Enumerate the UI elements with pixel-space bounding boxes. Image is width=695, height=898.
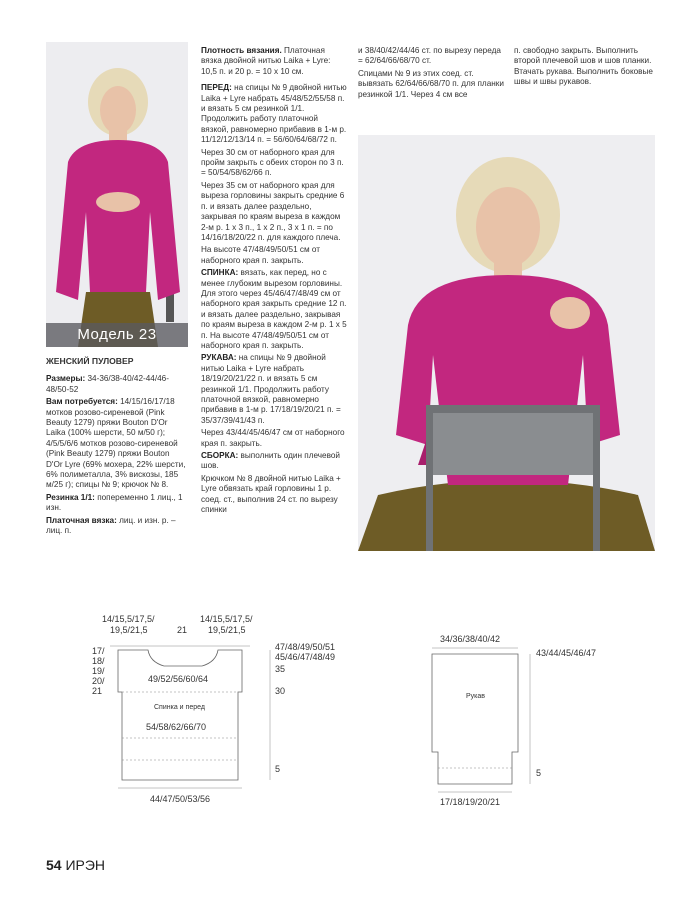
sleeve-top-measure: 34/36/38/40/42 — [440, 634, 501, 644]
sleeve-rib-measure: 5 — [536, 768, 542, 778]
right-measure-35: 35 — [275, 664, 286, 674]
sleeve-outline — [432, 654, 518, 784]
right-measure-5: 5 — [275, 764, 281, 774]
front-paragraph-3: Через 35 см от наборного края для выреза горловины закрыть средние 6 п. и вязать далее раздельно, закрывая по краям выреза в каждом 2-м р. 1 х 3 п., 1 х 2 п., 3 х 1 п. = по 14/16/18/20/22 п. для каждого плеча. — [201, 180, 345, 242]
magazine-name: ИРЭН — [65, 857, 106, 873]
model-photo-large — [358, 135, 655, 551]
top-right-measure-2: 19,5/21,5 — [208, 625, 246, 635]
front-text: на спицы № 9 двойной нитью Laika + Lyre набрать 45/48/52/55/58 п. и вязать 5 см резинкой 1/1. Продолжить работу платочной вязкой, равномерно прибавив в 1-м р. 11/12/12/13/14 п. = 56/60/64/68/72 п. — [201, 83, 347, 145]
sizes-text: 34-36/38-40/42-44/46-48/50-52 — [46, 374, 169, 394]
rib-label: Резинка 1/1: — [46, 492, 95, 502]
body-outline — [118, 650, 242, 780]
sleeves-label: РУКАВА: — [201, 353, 237, 363]
page-number: 54 — [46, 857, 62, 873]
col3-paragraph-1: и 38/40/42/44/46 ст. по вырезу переда = 62/64/66/68/70 ст. — [358, 46, 501, 66]
sleeves-paragraph-2: Через 43/44/45/46/47 см от наборного края п. закрыть. — [201, 428, 345, 448]
top-left-measure: 14/15,5/17,5/ — [102, 614, 155, 624]
side-measure-2: 18/ — [92, 656, 105, 666]
side-measure-3: 19/ — [92, 666, 105, 676]
article-title: ЖЕНСКИЙ ПУЛОВЕР — [46, 356, 134, 366]
text-column-4 — [514, 46, 656, 90]
density-label: Плотность вязания. — [201, 46, 282, 55]
sleeve-piece-label: Рукав — [466, 693, 485, 700]
sleeves-text: на спицы № 9 двойной нитью Laika + Lyre набрать 18/19/20/21/22 п. и вязать 5 см резинкой 1/1. Продолжить работу платочной вязкой, равномерно прибавив в 1-м р. 17/18/19/20/21 п. = 35/37/39/41/43 п. — [201, 353, 341, 425]
side-measure-5: 21 — [92, 686, 103, 696]
assembly-paragraph-2: Крючком № 8 двойной нитью Laika + Lyre обвязать край горловины 1 р. соед. ст., выполнив 24 ст. по вырезу спинки — [201, 473, 341, 515]
sleeve-length-measure: 43/44/45/46/47 — [536, 648, 597, 658]
density-text: Платочная вязка двойной нитью Laika + Lyre: 10,5 п. и 20 р. = 10 х 10 см. — [201, 46, 331, 76]
garter-text: лиц. и изн. р. – лиц. п. — [46, 515, 176, 536]
sizes-label: Размеры: — [46, 374, 86, 384]
rib-text: попеременно 1 лиц., 1 изн. — [46, 492, 183, 513]
back-label: СПИНКА: — [201, 268, 239, 278]
body-piece-label: Спинка и перед — [154, 704, 205, 711]
garter-label: Платочная вязка: — [46, 515, 117, 525]
assembly-text: выполнить один плечевой шов. — [201, 451, 340, 471]
model-photo-small — [46, 42, 188, 347]
front-label: ПЕРЕД: — [201, 83, 232, 93]
body-schema-diagram — [80, 610, 360, 810]
col3-paragraph-2: Спицами № 9 из этих соед. ст. вывязать 62/64/66/68/70 п. для планки резинкой 1/1. Через 4 см все — [358, 68, 504, 99]
materials-text: 14/15/16/17/18 мотков розово-сиреневой (Pink Beauty 1279) пряжи Bouton D'Or Laika (100% шерсти, 50 м/50 г); 4/5/5/6/6 мотков розово-сиреневой (Pink Beauty 1279) пряжи Bouton D'Or Lyre (69% мохера, 22% шерсти, 6% полиметалла, 3% вискозы, 185 м/25 г); спицы № 9; крючок № 8. — [46, 397, 186, 490]
col4-paragraph-1: п. свободно закрыть. Выполнить второй плечевой шов и шов планки. Втачать рукава. Выполнить боковые швы и швы рукавов. — [514, 46, 653, 87]
front-paragraph-2: Через 30 см от наборного края для пройм закрыть с обеих сторон по 3 п. = 50/54/58/62/66 п. — [201, 147, 344, 178]
side-measure-1: 17/ — [92, 646, 105, 656]
bottom-width-measure: 44/47/50/53/56 — [150, 794, 211, 804]
right-measure-a: 47/48/49/50/51 — [275, 642, 336, 652]
top-right-measure: 14/15,5/17,5/ — [200, 614, 253, 624]
text-column-3 — [358, 46, 504, 102]
right-measure-30: 30 — [275, 686, 286, 696]
model-number-label: Модель 23 — [46, 323, 188, 347]
front-paragraph-4: На высоте 47/48/49/50/51 см от наборного края п. закрыть. — [201, 245, 321, 265]
text-column-2 — [201, 46, 347, 517]
assembly-label: СБОРКА: — [201, 451, 239, 461]
sleeve-bottom-measure: 17/18/19/20/21 — [440, 797, 501, 807]
page-footer — [46, 857, 105, 873]
side-measure-4: 20/ — [92, 676, 105, 686]
model-illustration-small — [46, 42, 188, 347]
text-column-1 — [46, 356, 186, 539]
sleeve-schema-diagram — [420, 628, 630, 818]
top-mid-measure: 21 — [177, 625, 188, 635]
model-illustration-large — [358, 135, 655, 551]
materials-label: Вам потребуется: — [46, 397, 118, 407]
chest-width-measure: 54/58/62/66/70 — [146, 722, 207, 732]
back-text: вязать, как перед, но с менее глубоким вырезом горловины. Для этого через 45/46/47/48/49 см от наборного края закрыть средние 12 п. и вязать далее раздельно, закрывая по краям выреза в каждом 2-м р. 1 х 5 п. На высоте 47/48/49/50/51 см от наборного края п. закрыть. — [201, 268, 347, 350]
top-left-measure-2: 19,5/21,5 — [110, 625, 148, 635]
armhole-width-measure: 49/52/56/60/64 — [148, 674, 209, 684]
right-measure-b: 45/46/47/48/49 — [275, 652, 336, 662]
